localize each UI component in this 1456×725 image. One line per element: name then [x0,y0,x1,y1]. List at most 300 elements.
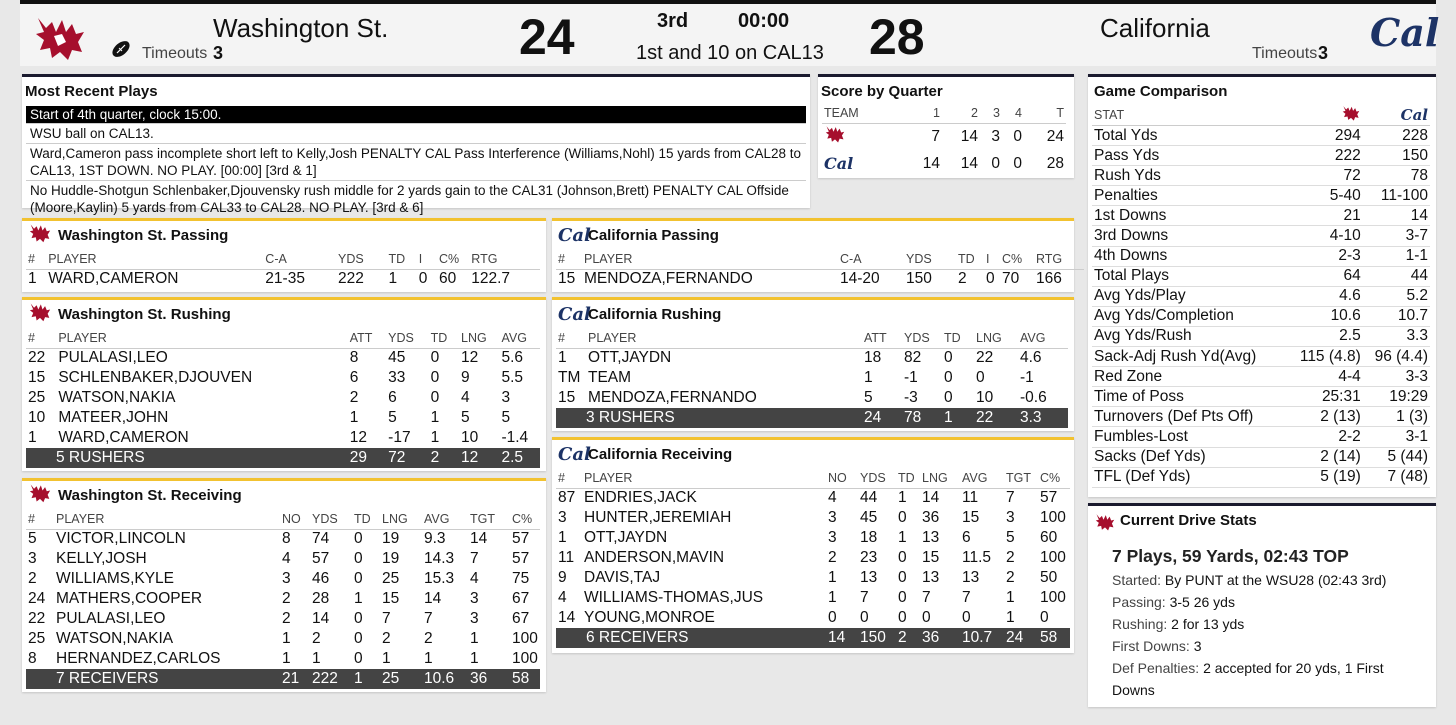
col-header[interactable]: C% [438,251,460,266]
stat-cell: 13 [922,529,940,546]
col-header[interactable]: TD [944,330,961,345]
stat-cell: -3 [904,389,918,406]
wsu-stat: 4-10 [1287,226,1363,246]
col-header[interactable]: C% [512,511,533,526]
wsu-stat: 25:31 [1287,387,1363,407]
score-by-quarter-panel [818,74,1074,178]
wsu-stat: 115 (4.8) [1287,347,1363,367]
col-header[interactable]: YDS [906,251,932,266]
col-header[interactable]: TD [354,511,371,526]
table-row [822,123,1066,150]
stat-cell: 1 [282,650,291,667]
col-header[interactable]: # [558,330,565,345]
quarter-score: 14 [960,127,978,145]
col-header[interactable]: # [28,330,35,345]
game-comparison-panel [1088,74,1436,497]
comparison-row [1092,467,1430,487]
play-item[interactable]: Ward,Cameron pass incomplete short left to Kelly,Josh PENALTY CAL Pass Interference (Williams,Nohl) 15 yards from CAL28 to CAL13, 1ST DOWN. NO PLAY. [00:00] [3rd & 1] [26,144,806,181]
panel-title: Washington St. Receiving [58,487,242,504]
col-header[interactable]: AVG [424,511,450,526]
stat-cell: 8 [349,349,359,367]
totals-row [26,669,540,689]
col-header[interactable]: YDS [338,251,364,266]
player-name: PULALASI,LEO [56,610,166,627]
table-row[interactable] [26,368,540,388]
stat-cell: 12 [461,349,479,367]
comparison-row [1092,226,1430,246]
stat-cell: 5.5 [501,369,524,386]
player-name: WILLIAMS,KYLE [56,570,175,587]
stat-label: 3rd Downs [1092,226,1287,246]
col-header[interactable]: ATT [349,330,373,345]
player-name: OTT,JAYDN [588,349,672,367]
table-row[interactable] [26,529,540,549]
stat-cell: 2 [1006,549,1015,566]
stat-cell: 2 [424,630,433,647]
stat-cell: 36 [922,509,940,526]
table-row[interactable] [26,269,540,289]
stat-cell: 25 [28,389,46,406]
stat-cell: 14 [558,609,576,626]
stat-cell: 22 [28,349,46,367]
stat-cell: 1 [1006,589,1015,606]
stat-cell: 0 [354,650,363,667]
table-row[interactable] [26,408,540,428]
col-header[interactable]: LNG [922,470,948,485]
stats-table [26,509,540,689]
cal-logo-icon: Cal [1400,105,1428,124]
stat-cell: 0 [898,609,907,626]
col-header[interactable]: TD [388,251,406,266]
stat-cell: 0 [944,389,953,406]
stat-cell: 1 [470,650,479,667]
player-name: SCHLENBAKER,DJOUVEN [58,369,253,386]
col-header[interactable]: PLAYER [584,251,633,266]
drive-value: Downs [1112,682,1155,698]
stat-cell: 0 [828,609,837,626]
stat-cell: 14 [826,628,858,648]
stat-cell: 67 [512,590,530,607]
col-header[interactable]: # [28,511,35,526]
wsu-stat: 2-2 [1287,427,1363,447]
stat-cell: 122.7 [471,270,511,288]
stat-cell: 14 [922,489,940,507]
stat-cell: 3 [501,389,511,406]
stat-label: 4th Downs [1092,246,1287,266]
stat-cell: 1 [942,408,974,428]
col-header[interactable]: AVG [962,470,988,485]
col-header[interactable]: C-A [840,251,862,266]
stat-cell: 1 [898,489,907,507]
stat-cell: 11.5 [962,549,992,566]
col-header[interactable]: # [558,470,565,485]
stat-cell: 1 [430,409,440,426]
stat-cell: 1 [828,569,837,586]
comparison-row [1092,206,1430,226]
stat-cell: 1 [352,669,380,689]
wsu-logo-icon [1094,512,1116,532]
stat-cell: 22 [976,349,994,367]
table-row[interactable] [26,388,540,408]
wsu-stat: 4-4 [1287,367,1363,387]
table-row[interactable] [556,488,1070,508]
player-name: TEAM [588,369,632,386]
down-distance: 1st and 10 on CAL13 [636,42,824,64]
comparison-row [1092,447,1430,467]
stat-cell: 0 [354,610,363,627]
stat-cell: 0 [962,609,971,626]
wsu-stat: 294 [1287,126,1363,146]
stat-cell: 5 [501,409,511,426]
stat-label: Avg Yds/Play [1092,286,1287,306]
football-icon [110,38,132,60]
comparison-row [1092,407,1430,427]
stat-cell: 14 [312,610,330,627]
player-name: ANDERSON,MAVIN [584,549,725,566]
stat-cell: 8 [282,530,291,548]
cal-stat: 3.3 [1363,326,1430,346]
col-header[interactable]: LNG [461,330,487,345]
drive-value: 2 for 13 yds [1171,616,1245,632]
stat-cell: 22 [974,408,1018,428]
table-row[interactable] [556,348,1068,368]
player-name: KELLY,JOSH [56,550,147,567]
stat-label: Avg Yds/Completion [1092,306,1287,326]
cal-stat: 3-3 [1363,367,1430,387]
stat-cell: 0 [898,549,907,566]
cal-stat: 44 [1363,266,1430,286]
away-score: 28 [869,9,925,65]
stat-cell: 10 [461,429,479,446]
stat-cell: 13 [922,569,940,586]
stat-cell: 0 [860,609,869,626]
drive-headline: 7 Plays, 59 Yards, 02:43 TOP [1112,546,1349,566]
col-header[interactable]: TGT [470,511,495,526]
player-name: WATSON,NAKIA [58,389,176,406]
stat-label: Rush Yds [1092,166,1287,186]
stat-cell: 2 [1006,569,1015,586]
panel-title: Washington St. Rushing [58,306,231,323]
play-item[interactable]: WSU ball on CAL13. [26,124,806,144]
col-header[interactable]: LNG [382,511,408,526]
table-row[interactable] [26,569,540,589]
table-row[interactable] [556,368,1068,388]
stat-cell: 100 [1040,589,1066,606]
play-item[interactable]: No Huddle-Shotgun Schlenbaker,Djouvensky rush middle for 2 yards gain to the CAL31 (Johnson,Brett) PENALTY CAL Offside (Moore,Kaylin) 5 yards from CAL33 to CAL28. NO PLAY. [3rd & 6] [30,183,789,215]
col-header[interactable]: YDS [860,470,886,485]
stat-cell: 0 [354,570,363,587]
comparison-row [1092,126,1430,146]
drive-label: Def Penalties: [1112,660,1200,676]
col-header[interactable]: RTG [471,251,498,266]
wsu-logo-icon [28,301,58,328]
stat-cell: 0 [898,569,907,586]
stat-cell: 1 [28,429,37,446]
stat-cell: 2 [312,630,321,647]
quarter-score: 0 [991,154,1000,172]
stat-cell: 5 [461,409,470,426]
drive-label: Passing: [1112,594,1166,610]
col-header[interactable]: TD [898,470,915,485]
stat-label: Fumbles-Lost [1092,427,1287,447]
table-row[interactable] [26,629,540,649]
cal-stat: 78 [1363,166,1430,186]
stat-cell: 2 [282,610,291,627]
totals-row [26,448,540,468]
col-header[interactable]: I [986,251,990,266]
stat-cell: 24 [28,590,46,607]
col-header: TEAM [824,105,859,120]
stat-cell: 15 [558,389,576,406]
stat-cell: 0 [430,389,440,406]
table-row[interactable] [556,269,1084,289]
recent-plays-panel [22,74,810,215]
table-row[interactable] [556,508,1070,528]
stat-cell: 24 [862,408,902,428]
quarter-score: 14 [922,154,940,172]
comparison-row [1092,387,1430,407]
cal-stat: 11-100 [1363,186,1430,206]
drive-label: Started: [1112,572,1162,588]
stat-cell: 22 [28,610,46,627]
drive-label: First Downs: [1112,638,1190,654]
wsu-stat: 21 [1287,206,1363,226]
col-header[interactable]: # [558,251,565,266]
recent-plays-list [22,106,810,217]
stat-cell: 15 [28,369,46,386]
cal-logo-icon: Cal [824,153,854,173]
col-header[interactable]: YDS [904,330,930,345]
wsu-stat: 64 [1287,266,1363,286]
quarter-score: 0 [1013,154,1022,172]
stat-cell: 1 [470,630,479,647]
drive-value: 2 accepted for 20 yds, 1 First [1203,660,1384,676]
stat-cell: 14 [470,530,488,548]
stat-label: Pass Yds [1092,146,1287,166]
quarter-score: 0 [1013,127,1022,145]
comparison-row [1092,367,1430,387]
table-row[interactable] [26,428,540,448]
col-header[interactable]: AVG [501,330,527,345]
stat-cell: 2 [382,630,391,647]
stat-cell: 10.6 [422,669,468,689]
col-header[interactable]: AVG [1020,330,1046,345]
stat-cell: 4 [828,489,837,507]
stat-cell: 0 [944,349,953,367]
panel-title: California Rushing [588,306,722,323]
col-header[interactable]: YDS [312,511,338,526]
comparison-row [1092,286,1430,306]
player-name: HUNTER,JEREMIAH [584,509,732,526]
stat-cell: -1.4 [501,429,529,446]
stat-cell: 33 [388,369,406,386]
stat-cell: 0 [922,609,931,626]
col-header[interactable]: PLAYER [58,330,107,345]
stat-cell: 3 [558,509,567,526]
cal-passing-panel [552,218,1074,292]
stat-cell: 0 [986,270,995,288]
stat-label: TFL (Def Yds) [1092,467,1287,487]
stat-cell: 58 [1038,628,1070,648]
stat-cell: 7 [1006,489,1015,507]
stat-label: Total Yds [1092,126,1287,146]
stat-cell: 15 [382,590,400,607]
table-row[interactable] [26,348,540,368]
stat-cell: 0 [418,270,428,288]
table-row[interactable] [26,589,540,609]
stat-cell: 4.6 [1020,349,1042,367]
stat-cell: 2 [349,389,359,406]
table-row[interactable] [26,609,540,629]
col-header[interactable]: PLAYER [56,511,105,526]
wsu-logo-icon [1287,104,1363,126]
stat-label: Penalties [1092,186,1287,206]
stat-cell: 14.3 [424,550,455,567]
stat-cell: 1 [354,590,363,607]
table-row[interactable] [556,568,1070,588]
stat-cell: 11 [558,549,575,566]
table-row [822,150,1066,177]
stat-cell: 13 [962,569,980,586]
comparison-row [1092,266,1430,286]
col-header[interactable]: NO [282,511,301,526]
player-name: MENDOZA,FERNANDO [584,270,753,288]
col-header[interactable]: TD [430,330,448,345]
stat-cell: 4 [461,389,470,406]
table-row[interactable] [26,649,540,669]
stat-cell: 19 [382,530,400,548]
stat-cell: 4 [470,570,479,587]
stat-cell: 82 [904,349,922,367]
cal-stat: 19:29 [1363,387,1430,407]
stat-cell: 74 [312,530,330,548]
game-clock: 00:00 [738,10,790,32]
play-item[interactable]: Start of 4th quarter, clock 15:00. [26,106,806,124]
stat-cell: 3 [828,529,837,546]
stat-cell: TM [558,369,581,386]
cal-stat: 7 (48) [1363,467,1430,487]
stat-cell: 1 [312,650,321,667]
quarter: 3rd [657,10,689,32]
wsu-stat: 5-40 [1287,186,1363,206]
col-header[interactable]: PLAYER [588,330,637,345]
col-header[interactable]: RTG [1036,251,1063,266]
stat-cell: 50 [1040,569,1058,586]
away-timeouts-label: Timeouts [1252,45,1318,62]
drive-value: By PUNT at the WSU28 (02:43 3rd) [1164,572,1387,588]
stat-cell: 1 [430,429,440,446]
col-header[interactable]: NO [828,470,847,485]
stat-label: Avg Yds/Rush [1092,326,1287,346]
stat-cell: 23 [860,549,878,566]
stat-cell: 15 [962,509,980,526]
col-header[interactable]: # [28,251,35,266]
stat-cell: 11 [962,489,979,507]
stat-cell: 166 [1036,270,1062,288]
col-header[interactable]: ATT [864,330,887,345]
stat-cell: 45 [860,509,878,526]
col-header[interactable]: TD [958,251,975,266]
col-header[interactable]: C-A [265,251,287,266]
cal-stat: 3-7 [1363,226,1430,246]
wsu-stat: 72 [1287,166,1363,186]
player-name: OTT,JAYDN [584,529,668,546]
col-header[interactable]: I [418,251,423,266]
stat-cell: 222 [310,669,352,689]
col-header[interactable]: PLAYER [48,251,97,266]
home-timeouts: 3 [213,43,224,63]
table-row[interactable] [556,588,1070,608]
stat-cell: 67 [512,610,530,627]
table-row[interactable] [556,388,1068,408]
comparison-row [1092,326,1430,346]
col-header[interactable]: YDS [388,330,414,345]
stat-cell: 0 [354,630,363,647]
stat-cell: 25 [28,630,46,647]
scoreboard-header [20,0,1440,66]
stat-label: Sacks (Def Yds) [1092,447,1287,467]
col-header: 4 [1015,105,1022,120]
table-row[interactable] [556,608,1070,628]
stat-cell: 3 [470,590,479,607]
stat-cell: 1 [1006,609,1015,626]
totals-row [556,628,1070,648]
stat-cell: 21 [280,669,310,689]
stat-cell: 0 [898,509,907,526]
player-name: WARD,CAMERON [48,270,179,288]
stat-cell: 3 [282,570,291,587]
col-header[interactable]: LNG [976,330,1002,345]
score-by-quarter-table [822,103,1066,177]
away-team-name: California [1100,13,1210,43]
col-header[interactable]: C% [1002,251,1023,266]
stat-cell: 45 [388,349,406,367]
stat-cell: 1 [558,349,567,367]
stat-cell: 8 [28,650,37,667]
stat-cell: 60 [438,270,457,288]
player-name: PULALASI,LEO [58,349,168,367]
col-header[interactable]: TGT [1006,470,1031,485]
stat-cell: 3.3 [1018,408,1068,428]
stat-cell: 7 [470,550,479,567]
comparison-row [1092,166,1430,186]
drive-value: 3-5 26 yds [1169,594,1235,610]
stat-cell: 1 [898,529,907,546]
stat-cell: 9 [461,369,470,386]
stat-cell: 2 [828,549,837,566]
col-header[interactable]: C% [1040,470,1061,485]
col-header[interactable]: PLAYER [584,470,633,485]
table-row[interactable] [26,549,540,569]
player-name: WILLIAMS-THOMAS,JUS [584,589,764,606]
table-row[interactable] [556,528,1070,548]
stat-cell: 1 [388,270,398,288]
stat-cell: 7 [922,589,931,606]
wsu-receiving-panel [22,478,546,692]
stat-cell: 3 [828,509,837,526]
stat-label: Red Zone [1092,367,1287,387]
stat-cell: 6 [388,389,397,406]
stat-cell: 46 [312,570,330,587]
totals-label: 3 RUSHERS [556,408,862,428]
stat-cell: 9.3 [424,530,446,548]
table-row[interactable] [556,548,1070,568]
comparison-row [1092,146,1430,166]
cal-stat: 5.2 [1363,286,1430,306]
recent-plays-title: Most Recent Plays [25,83,158,100]
drive-label: Rushing: [1112,616,1168,632]
panel-title: California Receiving [588,446,733,463]
